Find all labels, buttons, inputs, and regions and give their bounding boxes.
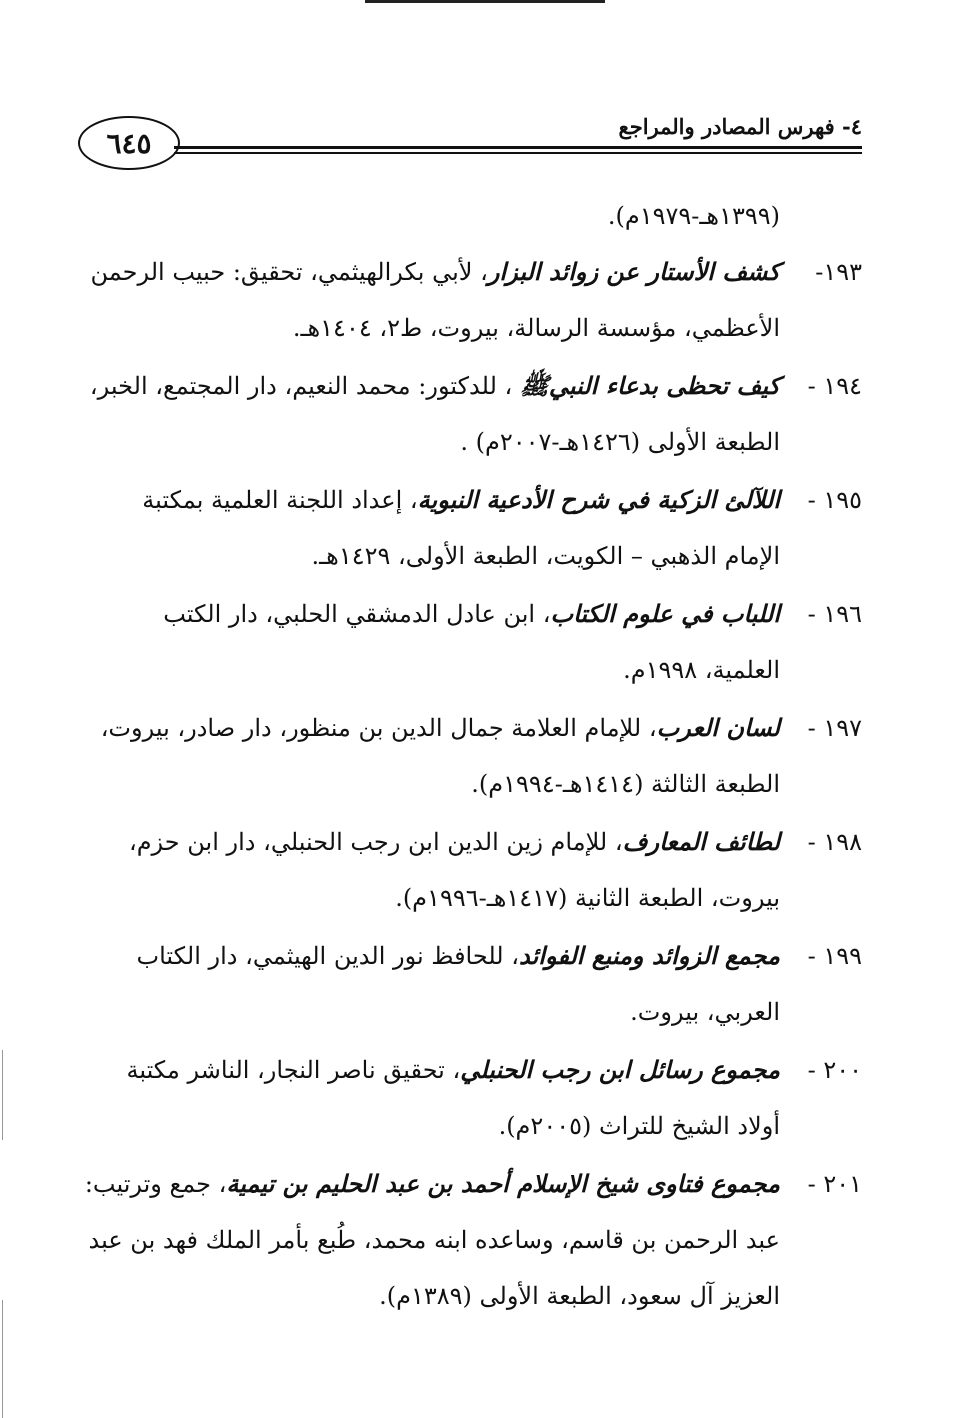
entry-title: لسان العرب — [656, 713, 780, 742]
entry-details: ، للإمام زين الدين ابن رجب الحنبلي، دار ابن حزم، بيروت، الطبعة الثانية (١٤١٧هـ-١٩٩٦م). — [128, 828, 780, 912]
references-list — [84, 188, 862, 1326]
entry-details: ، إعداد اللجنة العلمية بمكتبة الإمام الذهبي – الكويت، الطبعة الأولى، ١٤٢٩هـ. — [142, 486, 780, 570]
entry-number: ٢٠١ - — [807, 1170, 862, 1198]
reference-entry — [84, 814, 862, 926]
entry-number: ١٩٥ - — [807, 486, 862, 514]
reference-entry — [84, 586, 862, 698]
reference-entry — [84, 928, 862, 1040]
top-edge-rule — [365, 0, 605, 3]
entry-title: كيف تحظى بدعاء النبيﷺ — [519, 371, 780, 400]
entry-title: مجمع الزوائد ومنبع الفوائد — [519, 941, 780, 970]
entry-title: مجموع فتاوى شيخ الإسلام أحمد بن عبد الحليم بن تيمية — [226, 1169, 780, 1198]
entry-title: لطائف المعارف — [622, 827, 780, 856]
continuation-line: (١٣٩٩هـ-١٩٧٩م). — [607, 202, 780, 230]
entry-details: ، لأبي بكرالهيثمي، تحقيق: حبيب الرحمن الأعظمي، مؤسسة الرسالة، بيروت، ط٢، ١٤٠٤هـ. — [90, 258, 780, 342]
page-header — [78, 112, 862, 172]
entry-details: ، تحقيق ناصر النجار، الناشر مكتبة أولاد الشيخ للتراث (٢٠٠٥م). — [126, 1056, 780, 1140]
header-rule-thin — [174, 152, 862, 154]
reference-entry — [84, 472, 862, 584]
page-number-oval — [78, 116, 180, 170]
entry-title: كشف الأستار عن زوائد البزار — [487, 257, 780, 286]
entry-number: ٢٠٠ - — [807, 1056, 862, 1084]
entry-title: اللباب في علوم الكتاب — [550, 599, 780, 628]
scan-margin-line — [2, 1050, 3, 1140]
entry-number: ١٩٩ - — [807, 942, 862, 970]
entry-number: ١٩٨ - — [807, 828, 862, 856]
reference-entry — [84, 1042, 862, 1154]
entry-number: ١٩٤ - — [807, 372, 862, 400]
reference-entry — [84, 1156, 862, 1324]
entry-details: ، للدكتور: محمد النعيم، دار المجتمع، الخبر، الطبعة الأولى (١٤٢٦هـ-٢٠٠٧م) . — [89, 372, 780, 456]
scan-margin-line — [2, 1300, 3, 1418]
entry-number: ١٩٣- — [815, 258, 862, 286]
reference-entry — [84, 700, 862, 812]
entry-details: ، جمع وترتيب: عبد الرحمن بن قاسم، وساعده ابنه محمد، طُبع بأمر الملك فهد بن عبد العزيز آل سعود، الطبعة الأولى (١٣٨٩م). — [84, 1170, 780, 1310]
entry-number: ١٩٦ - — [807, 600, 862, 628]
entry-details: ، ابن عادل الدمشقي الحلبي، دار الكتب العلمية، ١٩٩٨م. — [163, 600, 780, 684]
reference-entry — [84, 244, 862, 356]
header-rule-thick — [174, 146, 862, 149]
entry-title: اللآلئ الزكية في شرح الأدعية النبوية — [417, 485, 780, 514]
entry-details: ، للإمام العلامة جمال الدين بن منظور، دار صادر، بيروت، الطبعة الثالثة (١٤١٤هـ-١٩٩٤م). — [100, 714, 780, 798]
reference-entry — [84, 358, 862, 470]
section-title: ٤- فهرس المصادر والمراجع — [618, 114, 862, 139]
entry-details: ، للحافظ نور الدين الهيثمي، دار الكتاب العربي، بيروت. — [136, 942, 780, 1026]
entry-number: ١٩٧ - — [807, 714, 862, 742]
entry-title: مجموع رسائل ابن رجب الحنبلي — [460, 1055, 780, 1084]
page-number: ٦٤٥ — [106, 126, 152, 160]
